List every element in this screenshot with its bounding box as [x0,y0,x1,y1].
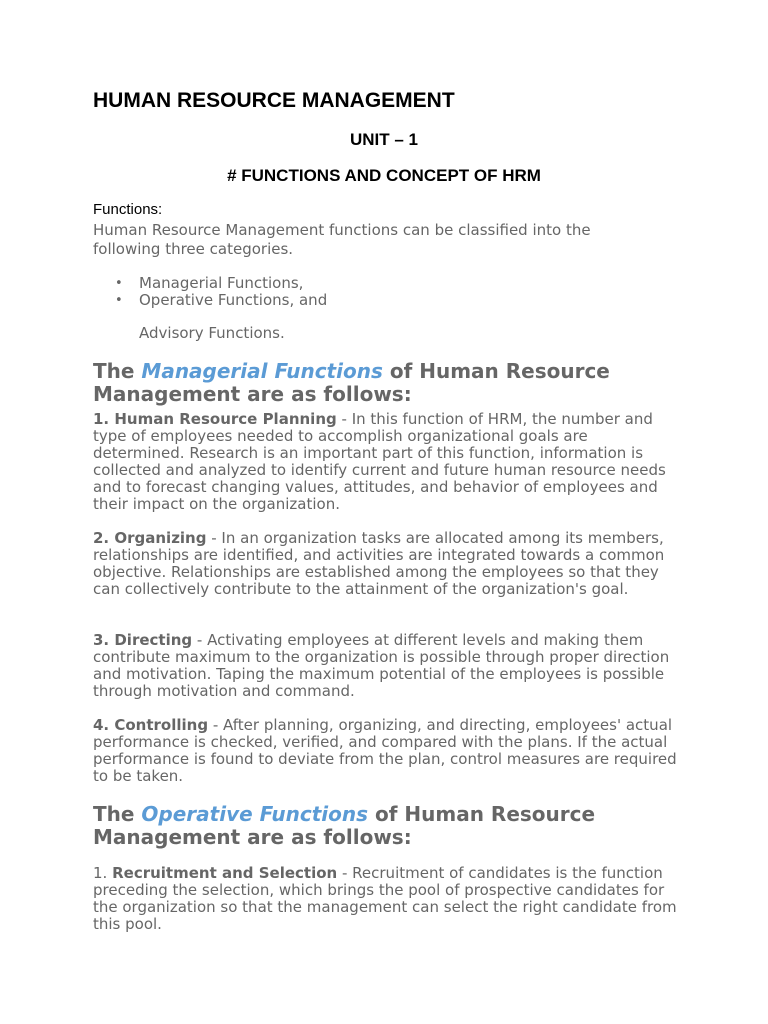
item-term: Human Resource Planning [114,410,337,428]
heading-prefix: The [93,359,142,383]
advisory-item: Advisory Functions. [139,324,285,342]
heading-accent: Operative Functions [141,802,369,826]
category-list [93,275,327,309]
item-text: - In an organization tasks are allocated among its members, relationships are identified, and activities are integrated towards a common objective. Relationships are established among the employees so that they can collectively contribute to the attainment of the organization's goal. [93,529,665,598]
heading-prefix: The [93,802,142,826]
list-item-label: Operative Functions, and [139,291,328,309]
item-term: Recruitment and Selection [112,864,338,882]
heading-accent: Managerial Functions [141,359,383,383]
section-heading: # FUNCTIONS AND CONCEPT OF HRM [227,166,541,185]
operative-item [93,865,678,933]
bullet-icon: • [115,293,123,308]
managerial-item [93,411,678,513]
item-text: - Activating employees at different levels and making them contribute maximum to the organization is possible through proper direction and motivation. Taping the maximum potential of the employees is possible through motivation and command. [93,631,670,700]
unit-heading: UNIT – 1 [349,130,419,149]
functions-label: Functions: [93,201,163,218]
document-title: HUMAN RESOURCE MANAGEMENT [93,89,455,112]
managerial-item [93,717,678,785]
managerial-item [93,632,678,700]
intro-paragraph: Human Resource Management functions can be classified into the following three categories. [93,221,591,258]
item-text: - Recruitment of candidates is the function preceding the selection, which brings the pool of prospective candidates for the organization so that the management can select the right candidate from this pool. [93,864,677,933]
heading-suffix: of Human Resource Management are as follows: [93,802,596,849]
item-text: - After planning, organizing, and directing, employees' actual performance is checked, verified, and compared with the plans. If the actual performance is found to deviate from the plan, control measures are required to be taken. [93,716,677,785]
bullet-icon: • [115,276,123,291]
item-number: 1. [93,864,113,882]
list-item [93,292,327,309]
item-number: 1. [93,410,115,428]
heading-suffix: of Human Resource Management are as follows: [93,359,610,406]
managerial-item [93,530,678,598]
operative-heading [93,803,693,849]
item-number: 2. [93,529,115,547]
item-term: Organizing [114,529,207,547]
item-term: Controlling [114,716,209,734]
list-item-label: Managerial Functions, [139,274,304,292]
item-number: 3. [93,631,115,649]
item-number: 4. [93,716,115,734]
list-item [93,275,327,292]
item-term: Directing [114,631,193,649]
item-text: - In this function of HRM, the number and type of employees needed to accomplish organizational goals are determined. Research is an important part of this function, information is collected and analyzed to identify current and future human resource needs and to forecast changing values, attitudes, and behavior of employees and their impact on the organization. [93,410,666,513]
managerial-heading [93,360,693,406]
